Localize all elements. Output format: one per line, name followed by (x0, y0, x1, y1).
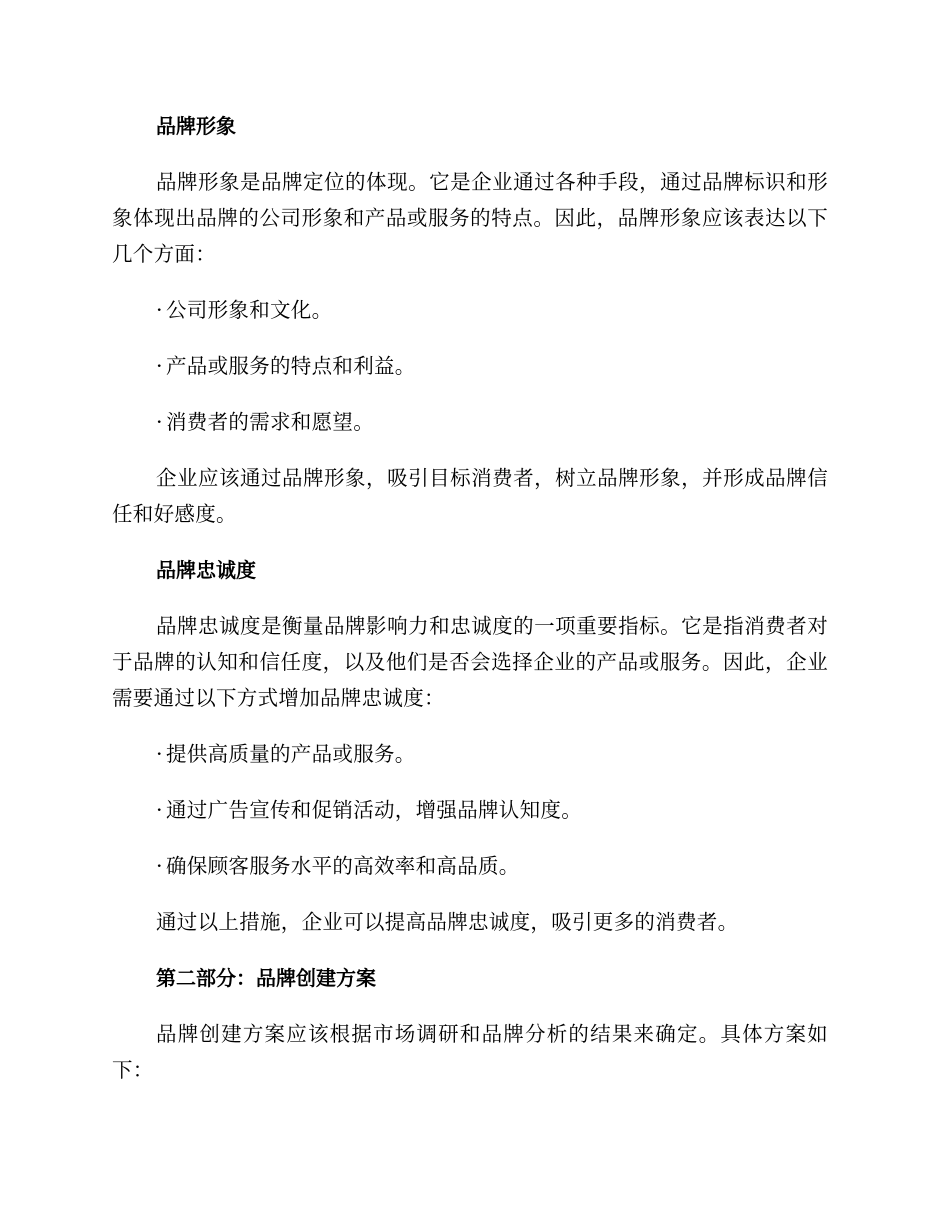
document-body (112, 108, 828, 1108)
list-item (112, 736, 828, 772)
list-item (112, 292, 828, 328)
section-heading-part-two: 第二部分：品牌创建方案 (156, 966, 376, 990)
paragraph-brand-loyalty-conclusion: 通过以上措施，企业可以提高品牌忠诚度，吸引更多的消费者。 (156, 910, 739, 934)
bullet-glyph: · (156, 798, 163, 822)
bullet-glyph: · (156, 854, 163, 878)
list-item-text: 消费者的需求和愿望。 (166, 410, 374, 434)
list-item-text: 公司形象和文化。 (166, 298, 333, 322)
list-item-text: 产品或服务的特点和利益。 (166, 354, 416, 378)
list-item-text: 通过广告宣传和促销活动，增强品牌认知度。 (166, 798, 582, 822)
list-item (112, 792, 828, 828)
list-item (112, 848, 828, 884)
paragraph-brand-creation-intro: 品牌创建方案应该根据市场调研和品牌分析的结果来确定。具体方案如下： (112, 1022, 828, 1082)
bullet-glyph: · (156, 410, 163, 434)
list-item (112, 348, 828, 384)
section-heading-brand-image: 品牌形象 (156, 114, 236, 138)
paragraph-brand-loyalty-intro: 品牌忠诚度是衡量品牌影响力和忠诚度的一项重要指标。它是指消费者对于品牌的认知和信任度，以及他们是否会选择企业的产品或服务。因此，企业需要通过以下方式增加品牌忠诚度： (112, 614, 828, 710)
paragraph-brand-image-conclusion: 企业应该通过品牌形象，吸引目标消费者，树立品牌形象，并形成品牌信任和好感度。 (112, 466, 828, 526)
paragraph-brand-image-intro: 品牌形象是品牌定位的体现。它是企业通过各种手段，通过品牌标识和形象体现出品牌的公司形象和产品或服务的特点。因此，品牌形象应该表达以下几个方面： (112, 170, 828, 266)
bullet-glyph: · (156, 298, 163, 322)
bullet-glyph: · (156, 354, 163, 378)
section-heading-brand-loyalty: 品牌忠诚度 (156, 558, 256, 582)
list-item-text: 提供高质量的产品或服务。 (166, 742, 416, 766)
bullet-glyph: · (156, 742, 163, 766)
list-item (112, 404, 828, 440)
list-item-text: 确保顾客服务水平的高效率和高品质。 (166, 854, 520, 878)
